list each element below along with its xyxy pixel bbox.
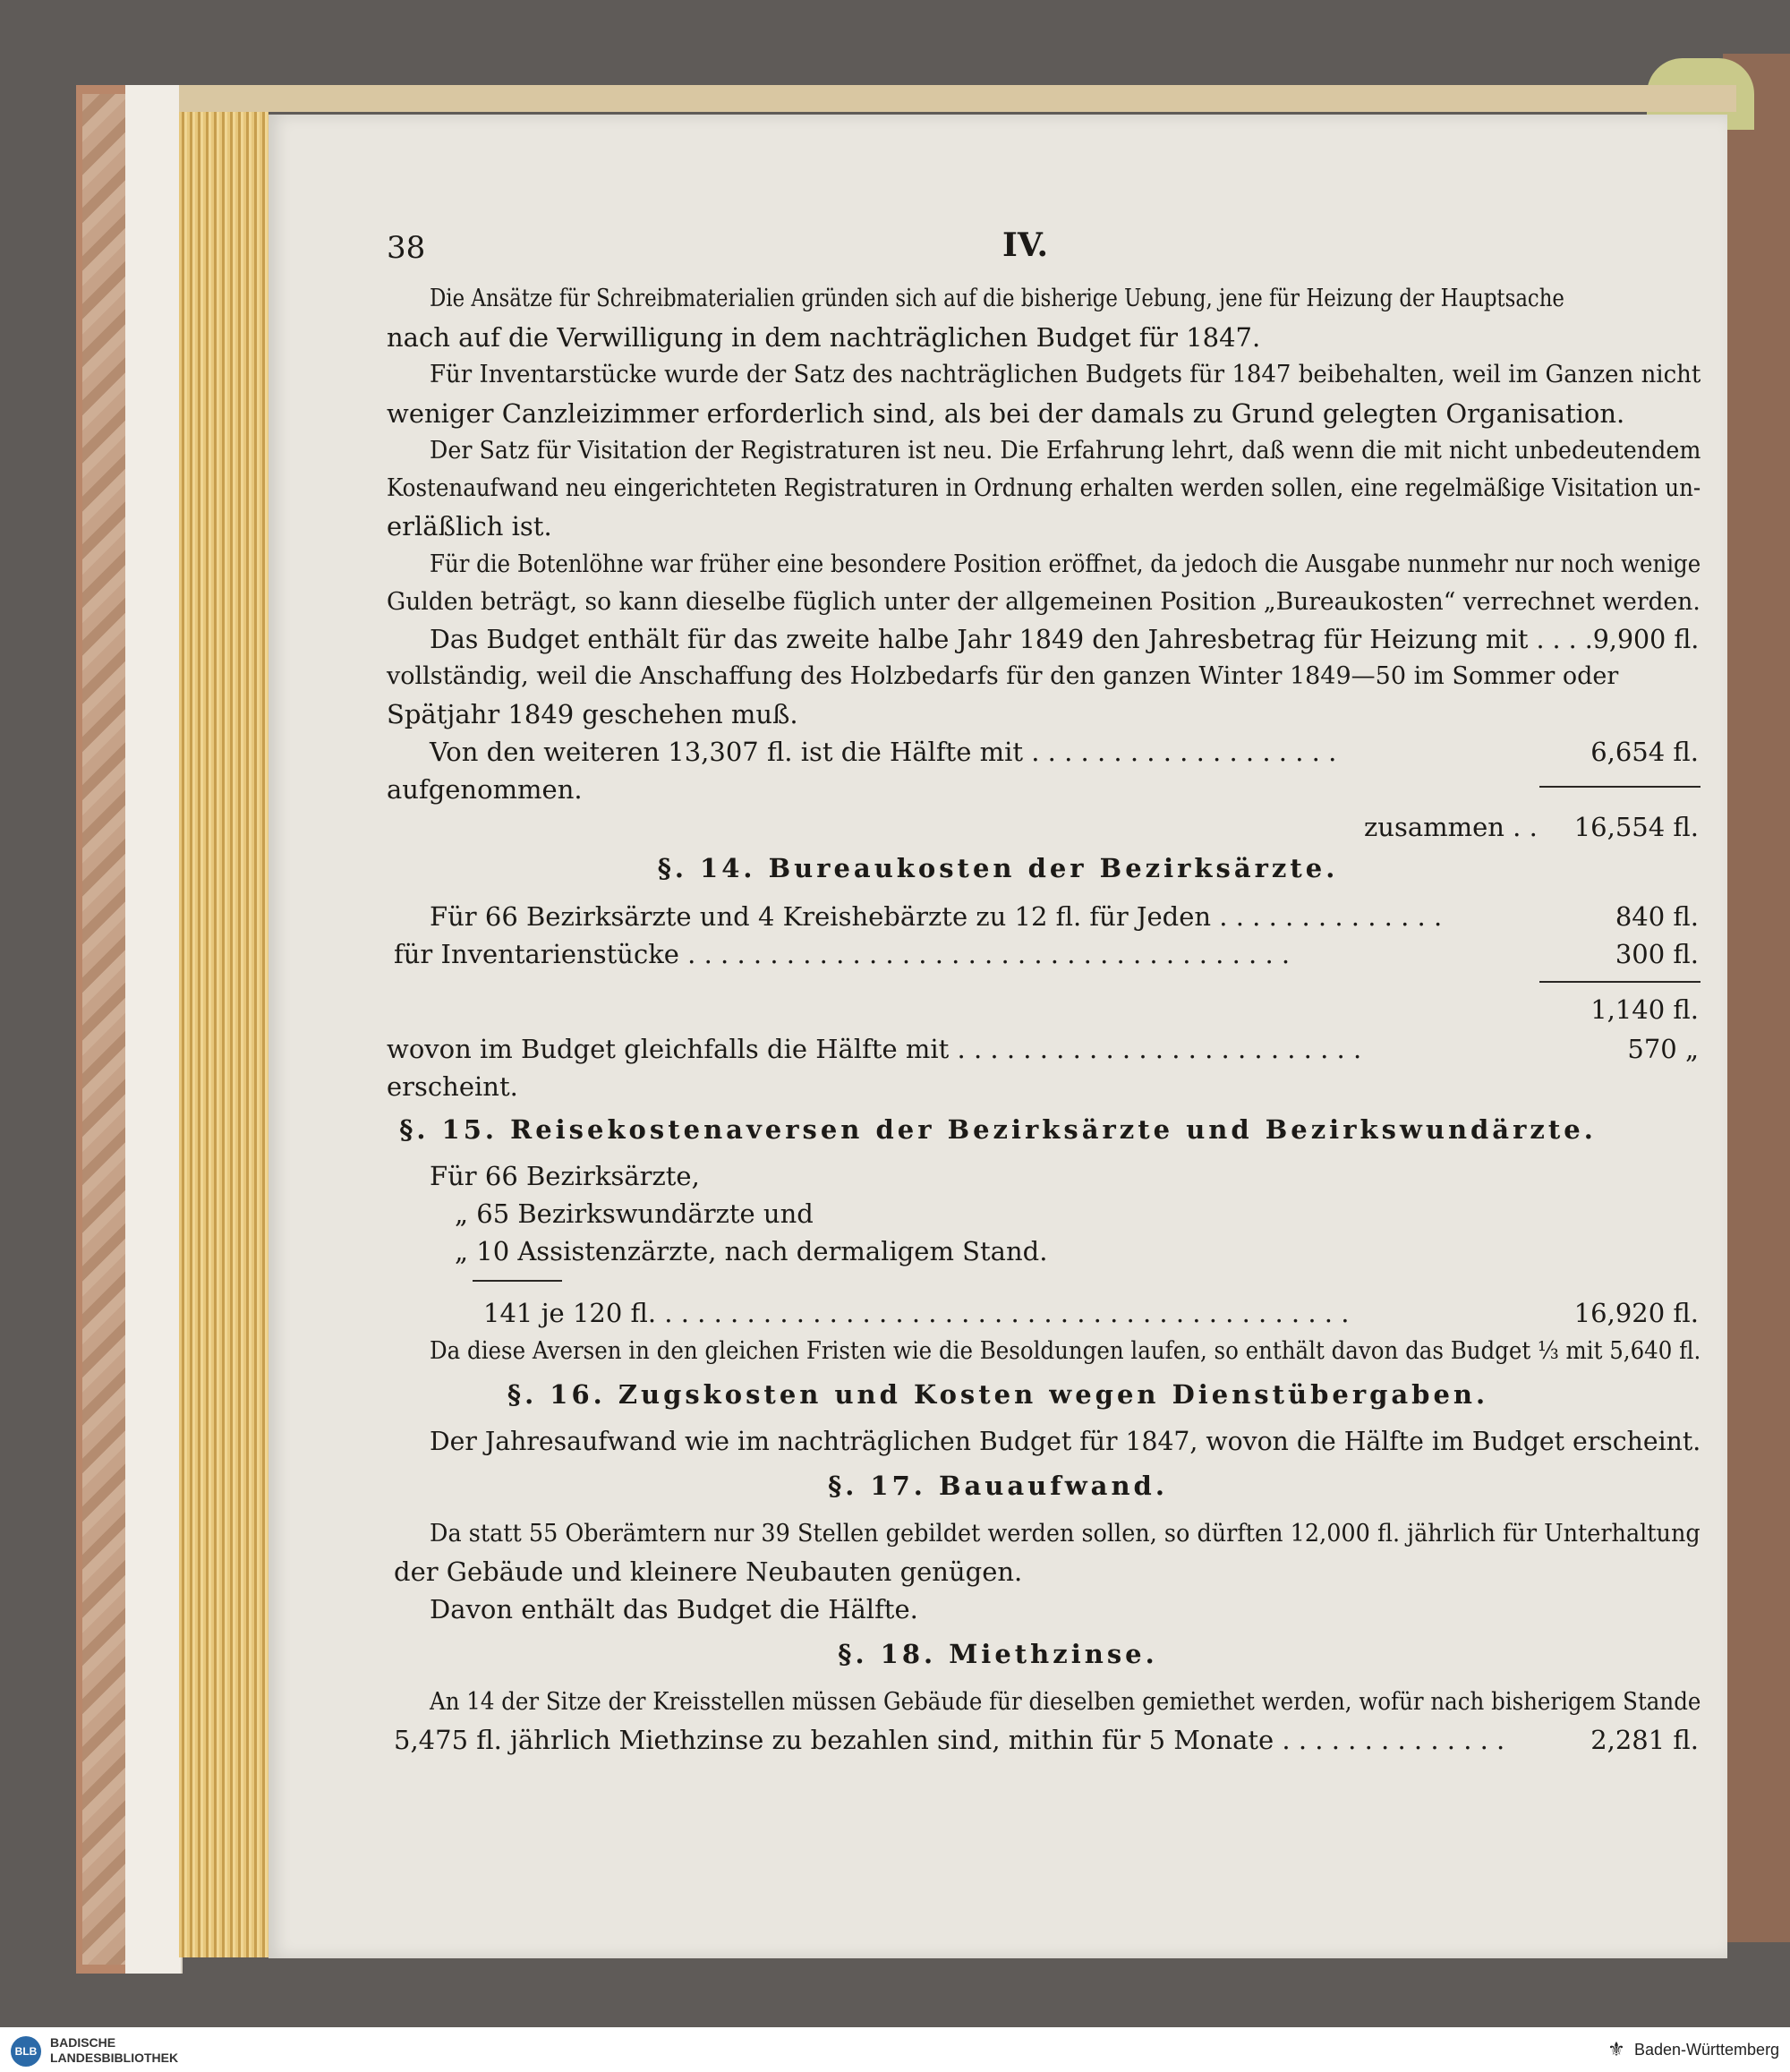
text-line: Spätjahr 1849 geschehen muß. [387, 699, 798, 729]
text-line: Da diese Aversen in den gleichen Fristen wie die Besoldungen laufen, so enthält davon das Budget ⅓ mit 5,640 fl. [430, 1337, 1701, 1365]
row-text: 5,475 fl. jährlich Miethzinse zu bezahlen sind, mithin für 5 Monate . . . . . . . . . . . . . . [394, 1725, 1505, 1755]
library-name-line2: LANDESBIBLIOTHEK [50, 2051, 179, 2065]
page-edge [125, 85, 183, 1974]
text-line: Für Inventarstücke wurde der Satz des nachträglichen Budgets für 1847 beibehalten, weil im Ganzen nicht [430, 361, 1701, 388]
coat-of-arms-icon: ⚜ [1607, 2039, 1625, 2061]
row-text: Für 66 Bezirksärzte und 4 Kreishebärzte zu 12 fl. für Jeden . . . . . . . . . . . . . . [430, 901, 1443, 932]
amount-row [394, 1727, 1699, 1753]
total-row [1364, 814, 1699, 840]
library-name [50, 2035, 178, 2066]
amount-row [430, 739, 1699, 765]
row-amount: 16,920 fl. [1573, 1298, 1699, 1328]
book-binding-right [1723, 54, 1790, 1942]
section-heading: §. 14. Bureaukosten der Bezirksärzte. [657, 853, 1339, 883]
text-line: Der Satz für Visitation der Registraturen ist neu. Die Erfahrung lehrt, daß wenn die mit nicht unbedeutendem [430, 437, 1701, 465]
section-heading: §. 16. Zugskosten und Kosten wegen Dienstübergaben. [507, 1379, 1489, 1410]
row-amount: 840 fl. [1615, 901, 1699, 932]
text-line: Kostenaufwand neu eingerichteten Registraturen in Ordnung erhalten werden sollen, eine regelmäßige Visitation un- [387, 474, 1701, 502]
row-amount: 2,281 fl. [1590, 1725, 1699, 1755]
row-amount: 6,654 fl. [1590, 737, 1699, 767]
total-amount: 16,554 fl. [1573, 812, 1699, 842]
row-text: für Inventarienstücke . . . . . . . . . . . . . . . . . . . . . . . . . . . . . . . . . . . . . [394, 939, 1291, 969]
list-item: „ 10 Assistenzärzte, nach dermaligem Stand. [455, 1236, 1048, 1266]
text-line: nach auf die Verwilligung in dem nachträglichen Budget für 1847. [387, 322, 1261, 353]
amount-row [483, 1300, 1699, 1326]
total-label: zusammen . . [1364, 812, 1538, 842]
blb-logo-icon[interactable]: BLB [11, 2036, 41, 2067]
text-line: weniger Canzleizimmer erforderlich sind, als bei der damals zu Grund gelegten Organisation. [387, 398, 1625, 429]
viewer-footer [0, 2027, 1790, 2072]
amount-row [430, 901, 1699, 932]
row-text: 141 je 120 fl. . . . . . . . . . . . . . . . . . . . . . . . . . . . . . . . . . . . . . . . . . . [483, 1298, 1350, 1328]
sum-rule [1539, 786, 1700, 788]
text-line: An 14 der Sitze der Kreisstellen müssen Gebäude für dieselben gemiethet werden, wofür nach bisherigem Stande [430, 1688, 1701, 1716]
text-line: aufgenommen. [387, 774, 583, 805]
state-name[interactable]: Baden-Württemberg [1634, 2041, 1780, 2059]
text-line: Der Jahresaufwand wie im nachträglichen Budget für 1847, wovon die Hälfte im Budget erscheint. [430, 1426, 1701, 1456]
text-line: erscheint. [387, 1071, 518, 1102]
sum-rule [473, 1280, 562, 1282]
row-text: Von den weiteren 13,307 fl. ist die Hälfte mit . . . . . . . . . . . . . . . . . . . [430, 737, 1337, 767]
marbled-cover [82, 94, 127, 1965]
text-line: Für die Botenlöhne war früher eine besondere Position eröffnet, da jedoch die Ausgabe nunmehr nur noch wenige [430, 550, 1701, 578]
row-text: wovon im Budget gleichfalls die Hälfte mit . . . . . . . . . . . . . . . . . . . . . . . . . [387, 1034, 1362, 1064]
section-heading: §. 15. Reisekostenaversen der Bezirksärzte und Bezirkswundärzte. [399, 1114, 1597, 1145]
row-amount: 300 fl. [1615, 939, 1699, 969]
row-amount: 9,900 fl. [1592, 624, 1700, 654]
library-name-line1: BADISCHE [50, 2035, 116, 2050]
text-line: der Gebäude und kleinere Neubauten genügen. [394, 1556, 1023, 1587]
amount-row [430, 624, 1700, 654]
row-text: Das Budget enthält für das zweite halbe Jahr 1849 den Jahresbetrag für Heizung mit . . . . [430, 624, 1593, 654]
amount-row [387, 1036, 1699, 1062]
row-amount: 570 „ [1627, 1034, 1699, 1064]
text-line: Die Ansätze für Schreibmaterialien gründen sich auf die bisherige Uebung, jene für Heizung der Hauptsache [430, 285, 1564, 312]
amount-row [394, 939, 1699, 969]
text-line: erläßlich ist. [387, 511, 552, 541]
gilt-page-edges [179, 100, 268, 1957]
section-heading: §. 17. Bauaufwand. [828, 1471, 1168, 1501]
list-item: Für 66 Bezirksärzte, [430, 1161, 700, 1191]
list-item: „ 65 Bezirkswundärzte und [455, 1198, 814, 1229]
document-page [268, 115, 1727, 1958]
text-line: Davon enthält das Budget die Hälfte. [430, 1594, 918, 1624]
page-number: 38 [387, 230, 426, 266]
section-heading: §. 18. Miethzinse. [838, 1639, 1158, 1669]
sum-rule [1539, 981, 1700, 983]
section-roman-numeral: IV. [1002, 226, 1049, 264]
book-top-edge [179, 85, 1736, 112]
text-line: vollständig, weil die Anschaffung des Holzbedarfs für den ganzen Winter 1849—50 im Sommer oder [387, 662, 1619, 690]
text-line: Gulden beträgt, so kann dieselbe füglich unter der allgemeinen Position „Bureaukosten“ verrechnet werden. [387, 588, 1700, 616]
text-line: Da statt 55 Oberämtern nur 39 Stellen gebildet werden sollen, so dürften 12,000 fl. jährlich für Unterhaltung [430, 1520, 1700, 1548]
sum-amount: 1,140 fl. [1590, 994, 1699, 1025]
